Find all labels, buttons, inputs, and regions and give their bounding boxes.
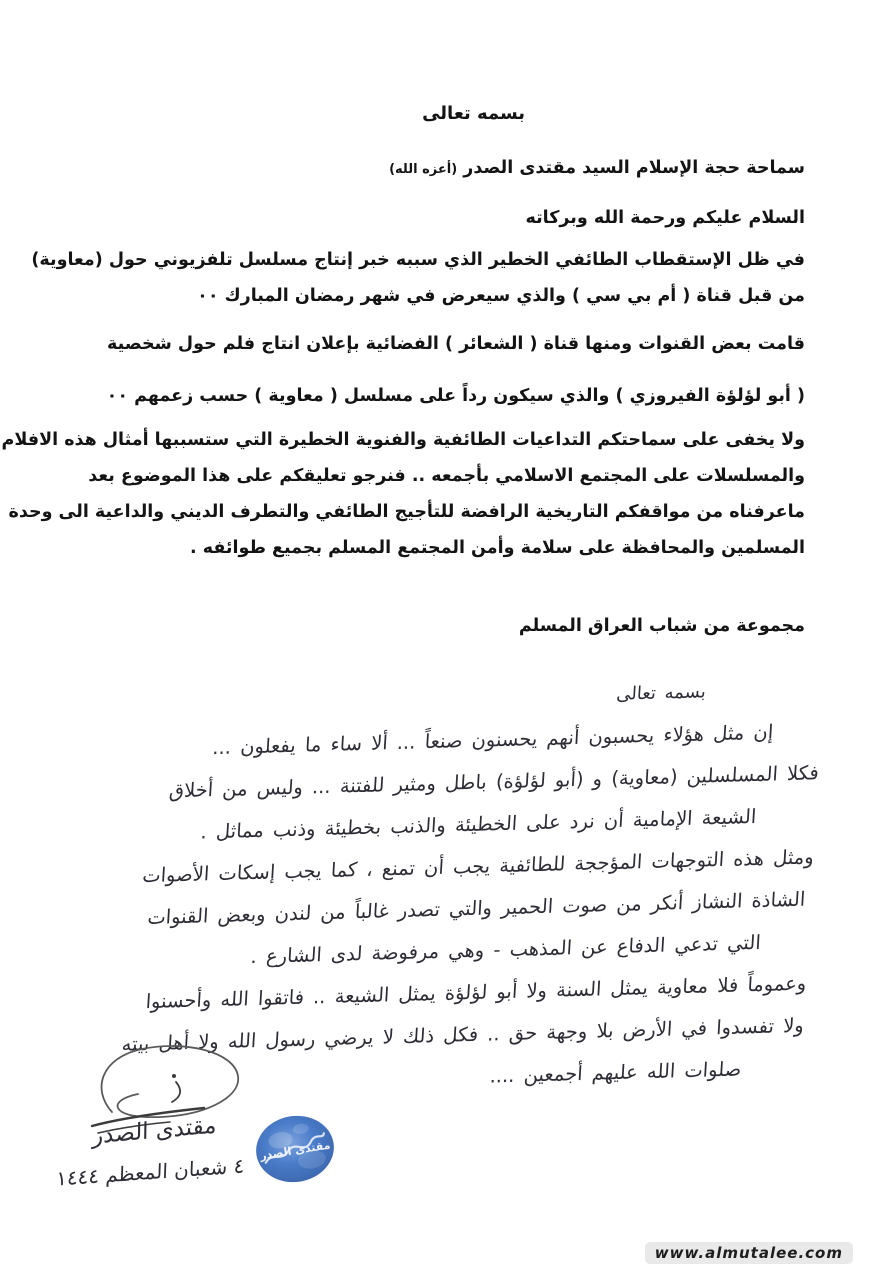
handwritten-line-3: الشيعة الإمامية أن نرد على الخطيئة والذنب بخطيئة وذنب مماثل . [199, 804, 757, 844]
addressee-line [70, 150, 805, 188]
basmala-header: بسمه تعالى [422, 103, 526, 124]
official-stamp [252, 1110, 338, 1188]
paragraph-1-line-2: من قبل قناة ( أم بي سي ) والذي سيعرض في شهر رمضان المبارك ٠٠ [197, 286, 805, 306]
addressee-honorific: (أعزه الله) [389, 162, 458, 177]
handwritten-line-1: إن مثل هؤلاء يحسبون أنهم يحسنون صنعاً ... ألا ساء ما يفعلون ... [211, 720, 774, 760]
watermark-label: www.almutalee.com [645, 1242, 853, 1264]
paragraph-2-line-2: ( أبو لؤلؤة الفيروزي ) والذي سيكون رداً على مسلسل ( معاوية ) حسب زعمهم ٠٠ [106, 386, 805, 406]
handwritten-basmala: بسمه تعالى [615, 681, 707, 705]
paragraph-3-line-3: ماعرفناه من مواقفكم التاريخية الرافضة للتأجيج الطائفي والتطرف الديني والداعية الى وحدة [8, 502, 805, 522]
paragraph-3-line-1: ولا يخفى على سماحتكم التداعيات الطائفية والفنوية الخطيرة التي ستسببها أمثال هذه الافلام [1, 430, 805, 450]
handwritten-line-9: صلوات الله عليهم أجمعين .... [489, 1057, 742, 1088]
handwritten-line-4: ومثل هذه التوجهات المؤججة للطائفية يجب أن تمنع ، كما يجب إسكات الأصوات [141, 845, 815, 888]
letter-signatory: مجموعة من شباب العراق المسلم [518, 616, 805, 636]
addressee-name: سماحة حجة الإسلام السيد مقتدى الصدر [463, 158, 805, 178]
signature-name: مقتدى الصدر [92, 1112, 217, 1150]
paragraph-3-line-2: والمسلسلات على المجتمع الاسلامي بأجمعه .. فنرجو تعليقكم على هذا الموضوع بعد [88, 466, 805, 486]
paragraph-2-line-1: قامت بعض القنوات ومنها قناة ( الشعائر ) الفضائية بإعلان انتاج فلم حول شخصية [107, 334, 805, 354]
handwritten-line-5: الشاذة النشاز أنكر من صوت الحمير والتي تصدر غالباً من لندن وبعض القنوات [146, 887, 806, 930]
greeting-line: السلام عليكم ورحمة الله وبركاته [525, 208, 805, 228]
paragraph-3-line-4: المسلمين والمحافظة على سلامة وأمن المجتمع المسلم بجميع طوائفه . [189, 538, 805, 558]
handwritten-line-2: فكلا المسلسلين (معاوية) و (أبو لؤلؤة) باطل ومثير للفتنة ... وليس من أخلاق [168, 761, 820, 803]
signature-date: ٤ شعبان المعظم ١٤٤٤ [55, 1153, 245, 1191]
handwritten-line-7: وعموماً فلا معاوية يمثل السنة ولا أبو لؤلؤة يمثل الشيعة .. فاتقوا الله وأحسنوا [145, 971, 807, 1014]
paragraph-1-line-1: في ظل الإستقطاب الطائفي الخطير الذي سببه خبر إنتاج مسلسل تلفزيوني حول (معاوية) [31, 250, 805, 270]
printed-letter-body [1, 150, 805, 644]
handwritten-line-6: التي تدعي الدفاع عن المذهب - وهي مرفوضة لدى الشارع . [250, 930, 762, 969]
stamp-label: مقتدى الصدر [259, 1138, 332, 1163]
handwritten-line-8: ولا تفسدوا في الأرض بلا وجهة حق .. فكل ذلك لا يرضي رسول الله ولا أهل بيته [121, 1013, 805, 1056]
